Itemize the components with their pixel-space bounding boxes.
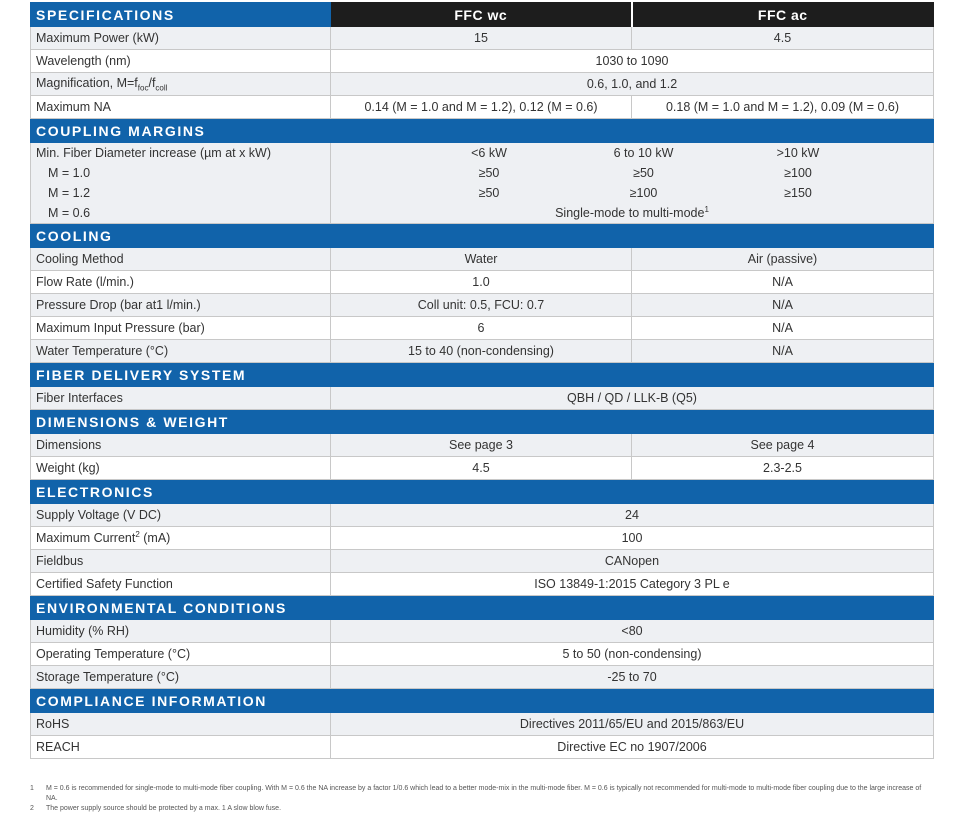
section-title-specifications: SPECIFICATIONS (31, 3, 331, 27)
table-row (31, 643, 934, 666)
cell-value: 2.3-2.5 (632, 457, 934, 480)
table-row (31, 620, 934, 643)
footnote-number: 2 (30, 805, 34, 812)
footnotes (30, 784, 930, 814)
footnote-number: 1 (30, 785, 34, 792)
section-title-environmental: ENVIRONMENTAL CONDITIONS (31, 596, 934, 620)
table-row (31, 73, 934, 96)
cell-value: 0.6, 1.0, and 1.2 (331, 73, 934, 96)
cell-value: Directive EC no 1907/2006 (331, 736, 934, 759)
section-header (31, 689, 934, 713)
cell-value: 6 (331, 317, 632, 340)
cell-value: Single-mode to multi-mode$^1$ (331, 203, 934, 224)
table-row (31, 666, 934, 689)
table-row (31, 96, 934, 119)
spec-sheet (30, 2, 933, 759)
section-title-cooling: COOLING (31, 224, 934, 248)
footnote (30, 804, 930, 814)
cell-value: CANopen (331, 550, 934, 573)
cell-value: 15 to 40 (non-condensing) (331, 340, 632, 363)
row-label: Cooling Method (31, 248, 331, 271)
cell-value: Water (331, 248, 632, 271)
cell-value: 100 (331, 527, 934, 550)
row-label: Pressure Drop (bar at1 l/min.) (31, 294, 331, 317)
cell-value: N/A (632, 271, 934, 294)
cell-value: 4.5 (632, 27, 934, 50)
cell-value: 0.14 (M = 1.0 and M = 1.2), 0.12 (M = 0.6) (331, 96, 632, 119)
table-row (31, 248, 934, 271)
cell-value: Air (passive) (632, 248, 934, 271)
table-row (31, 203, 934, 224)
section-title-fiber-delivery: FIBER DELIVERY SYSTEM (31, 363, 934, 387)
cell-value: 4.5 (331, 457, 632, 480)
section-title-electronics: ELECTRONICS (31, 480, 934, 504)
table-row (31, 340, 934, 363)
column-header-ffc-ac: FFC ac (632, 3, 934, 27)
cell-value: <80 (331, 620, 934, 643)
table-row (31, 550, 934, 573)
spec-table (30, 2, 934, 759)
table-row (31, 27, 934, 50)
cell-value: 24 (331, 504, 934, 527)
table-row (31, 183, 934, 203)
row-label: Fiber Interfaces (31, 387, 331, 410)
section-header (31, 596, 934, 620)
section-header (31, 224, 934, 248)
table-row (31, 387, 934, 410)
table-row (31, 504, 934, 527)
section-header (31, 480, 934, 504)
cell-value: 1030 to 1090 (331, 50, 934, 73)
cell-value: 0.18 (M = 1.0 and M = 1.2), 0.09 (M = 0.6) (632, 96, 934, 119)
row-label: Maximum Power (kW) (31, 27, 331, 50)
cell-values: ≥50 ≥100 ≥150 (331, 183, 934, 203)
row-label: Fieldbus (31, 550, 331, 573)
section-header (31, 119, 934, 143)
cell-value: See page 4 (632, 434, 934, 457)
cell-value: Directives 2011/65/EU and 2015/863/EU (331, 713, 934, 736)
cell-value: 5 to 50 (non-condensing) (331, 643, 934, 666)
row-label: Maximum NA (31, 96, 331, 119)
row-label: Operating Temperature (°C) (31, 643, 331, 666)
column-header-ffc-wc: FFC wc (331, 3, 632, 27)
cell-value: See page 3 (331, 434, 632, 457)
row-label: Maximum Input Pressure (bar) (31, 317, 331, 340)
cell-values: <6 kW 6 to 10 kW >10 kW (331, 143, 934, 164)
table-row (31, 713, 934, 736)
row-label: M = 1.0 (31, 163, 331, 183)
table-row (31, 143, 934, 164)
footnote (30, 784, 930, 804)
row-label: M = 1.2 (31, 183, 331, 203)
cell-value: -25 to 70 (331, 666, 934, 689)
table-row (31, 457, 934, 480)
row-label: Dimensions (31, 434, 331, 457)
cell-value: 15 (331, 27, 632, 50)
section-title-dimensions-weight: DIMENSIONS & WEIGHT (31, 410, 934, 434)
table-row (31, 294, 934, 317)
section-title-coupling-margins: COUPLING MARGINS (31, 119, 934, 143)
section-header (31, 410, 934, 434)
table-row (31, 317, 934, 340)
row-label: Supply Voltage (V DC) (31, 504, 331, 527)
footnote-text: The power supply source should be protected by a max. 1 A slow blow fuse. (46, 805, 282, 812)
cell-value: QBH / QD / LLK-B (Q5) (331, 387, 934, 410)
row-label: REACH (31, 736, 331, 759)
table-row (31, 527, 934, 550)
row-label: Humidity (% RH) (31, 620, 331, 643)
table-row (31, 736, 934, 759)
footnote-text: M = 0.6 is recommended for single-mode to multi-mode fiber coupling. With M = 0.6 the NA increase by a factor 1/0.6 which lead to a better mode-mix in the multi-mode fiber. M = 0.6 is typically not recommended for multi-mode to multi-mode fiber coupling due to the large increase of NA. (46, 785, 922, 802)
cell-value: N/A (632, 294, 934, 317)
table-row (31, 50, 934, 73)
row-label: Magnification, $M=f_{foc}/f_{coll}$ (31, 73, 331, 96)
row-label: Weight (kg) (31, 457, 331, 480)
row-label: Water Temperature (°C) (31, 340, 331, 363)
table-row (31, 573, 934, 596)
row-label: Flow Rate (l/min.) (31, 271, 331, 294)
row-label: M = 0.6 (31, 203, 331, 224)
row-label: Min. Fiber Diameter increase (µm at x kW) (31, 143, 331, 164)
table-row (31, 434, 934, 457)
row-label: Storage Temperature (°C) (31, 666, 331, 689)
cell-value: N/A (632, 317, 934, 340)
row-label: Wavelength (nm) (31, 50, 331, 73)
row-label: Certified Safety Function (31, 573, 331, 596)
cell-value: Coll unit: 0.5, FCU: 0.7 (331, 294, 632, 317)
cell-value: 1.0 (331, 271, 632, 294)
row-label: RoHS (31, 713, 331, 736)
cell-value: N/A (632, 340, 934, 363)
cell-value: ISO 13849-1:2015 Category 3 PL e (331, 573, 934, 596)
row-label: Maximum Current$^2$ (mA) (31, 527, 331, 550)
cell-values: ≥50 ≥50 ≥100 (331, 163, 934, 183)
section-title-compliance: COMPLIANCE INFORMATION (31, 689, 934, 713)
header-row (31, 3, 934, 27)
table-row (31, 163, 934, 183)
table-row (31, 271, 934, 294)
section-header (31, 363, 934, 387)
